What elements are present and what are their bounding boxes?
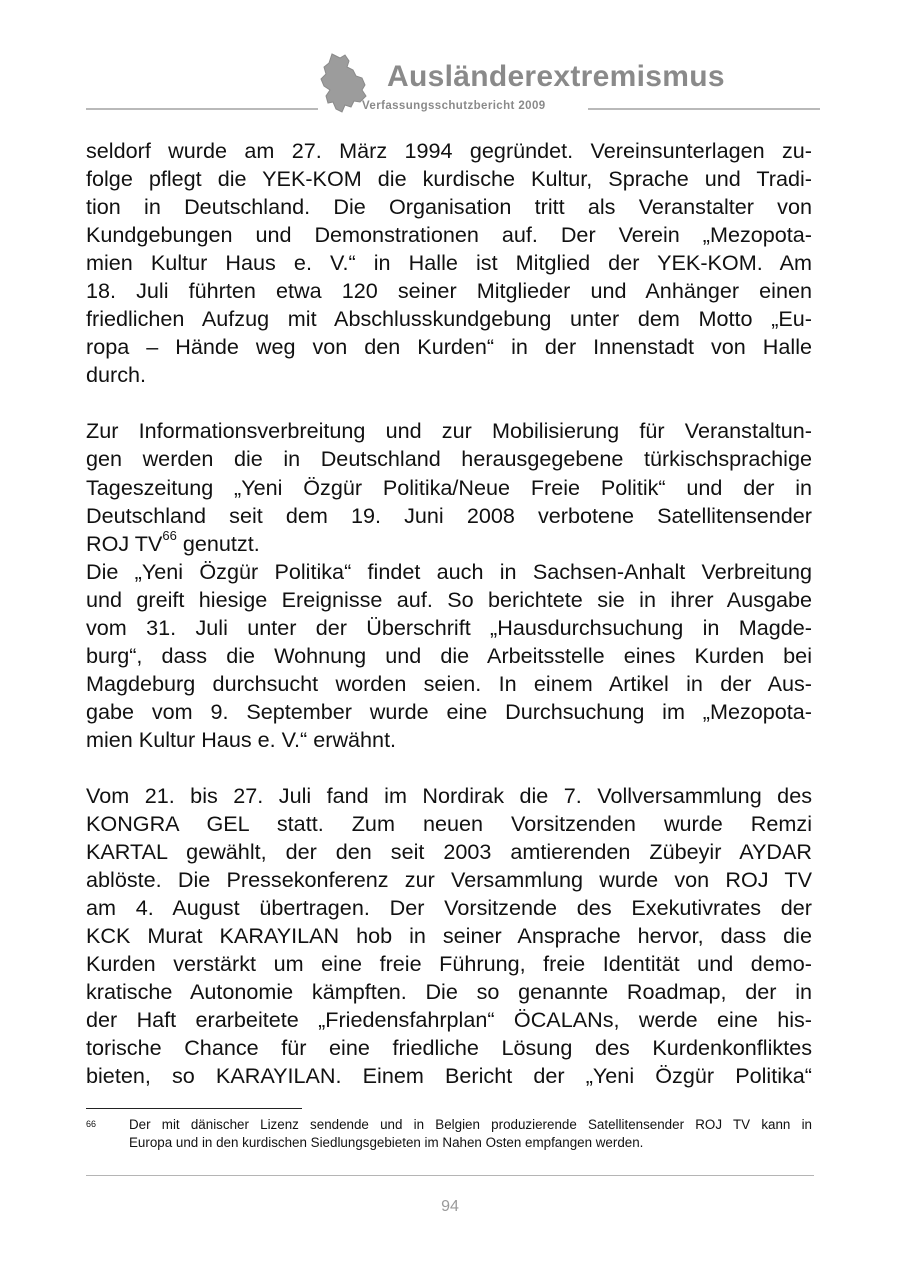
page-number: 94 — [441, 1198, 459, 1215]
text-line: gen werden die in Deutschland herausgegebene türkischsprachige — [86, 446, 812, 472]
text-line: Zur Informationsverbreitung und zur Mobilisierung für Veranstaltun- — [86, 418, 812, 444]
paragraph-2 — [86, 417, 812, 557]
text-line: KCK Murat KARAYILAN hob in seiner Ansprache hervor, dass die — [86, 923, 812, 949]
text-line: mien Kultur Haus e. V.“ in Halle ist Mitglied der YEK-KOM. Am — [86, 250, 812, 276]
footnote-line: Der mit dänischer Lizenz sendende und in Belgien produzierende Satellitensender ROJ TV kann in — [129, 1117, 812, 1132]
text-line: friedlichen Aufzug mit Abschlusskundgebung unter dem Motto „Eu- — [86, 306, 812, 332]
text-line: Tageszeitung „Yeni Özgür Politika/Neue Freie Politik“ und der in — [86, 474, 812, 500]
paragraph-4 — [86, 782, 812, 1091]
text-line: am 4. August übertragen. Der Vorsitzende des Exekutivrates der — [86, 895, 812, 921]
header-rule-left — [86, 108, 318, 110]
text-line: gabe vom 9. September wurde eine Durchsuchung im „Mezopota- — [86, 698, 812, 724]
text-line: mien Kultur Haus e. V.“ erwähnt. — [86, 726, 397, 752]
text-line: vom 31. Juli unter der Überschrift „Hausdurchsuchung in Magde- — [86, 614, 812, 640]
paragraph-3 — [86, 558, 812, 754]
paragraph-1 — [86, 137, 812, 389]
main-body-text — [86, 137, 812, 1091]
footnote-number: 66 — [86, 1119, 97, 1129]
footer-rule — [86, 1175, 814, 1176]
text-line: folge pflegt die YEK-KOM die kurdische Kultur, Sprache und Tradi- — [86, 166, 812, 192]
header-rule-right — [588, 108, 820, 110]
text-line: durch. — [86, 362, 147, 388]
text-line: der Haft erarbeitete „Friedensfahrplan“ ÖCALANs, werde eine his- — [86, 1007, 812, 1033]
text-line — [86, 530, 812, 558]
genutzt-text: genutzt. — [176, 530, 260, 556]
text-line: 18. Juli führten etwa 120 seiner Mitglieder und Anhänger einen — [86, 278, 812, 304]
page-header — [0, 0, 900, 125]
footnote-text — [129, 1116, 812, 1152]
text-line: Magdeburg durchsucht worden seien. In einem Artikel in der Aus- — [86, 670, 812, 696]
footnote-reference[interactable]: 66 — [162, 528, 177, 544]
footnote-line: Europa und in den kurdischen Siedlungsgebieten im Nahen Osten empfangen werden. — [129, 1135, 644, 1150]
text-line: ablöste. Die Pressekonferenz zur Versammlung wurde von ROJ TV — [86, 867, 812, 893]
text-line: Kurden verstärkt um eine freie Führung, freie Identität und demo- — [86, 951, 812, 977]
text-line: seldorf wurde am 27. März 1994 gegründet. Vereinsunterlagen zu- — [86, 138, 812, 163]
text-line: Die „Yeni Özgür Politika“ findet auch in Sachsen-Anhalt Verbreitung — [86, 558, 812, 584]
text-line: bieten, so KARAYILAN. Einem Bericht der „Yeni Özgür Politika“ — [86, 1063, 812, 1089]
text-line: KONGRA GEL statt. Zum neuen Vorsitzenden wurde Remzi — [86, 811, 812, 837]
text-line: torische Chance für eine friedliche Lösung des Kurdenkonfliktes — [86, 1035, 812, 1061]
roj-tv-text: ROJ TV — [86, 530, 163, 556]
text-line: KARTAL gewählt, der den seit 2003 amtierenden Zübeyir AYDAR — [86, 839, 812, 865]
text-line: und greift hiesige Ereignisse auf. So berichtete sie in ihrer Ausgabe — [86, 586, 812, 612]
header-title: Ausländerextremismus — [387, 60, 725, 93]
text-line: Kundgebungen und Demonstrationen auf. Der Verein „Mezopota- — [86, 222, 812, 248]
footnote — [86, 1116, 812, 1152]
header-subtitle: Verfassungsschutzbericht 2009 — [362, 100, 546, 112]
footnote-separator — [86, 1108, 302, 1109]
text-line: tion in Deutschland. Die Organisation tritt als Veranstalter von — [86, 194, 812, 220]
text-line: burg“, dass die Wohnung und die Arbeitsstelle eines Kurden bei — [86, 642, 812, 668]
text-line: Vom 21. bis 27. Juli fand im Nordirak die 7. Vollversammlung des — [86, 782, 812, 808]
text-line: kratische Autonomie kämpften. Die so genannte Roadmap, der in — [86, 979, 812, 1005]
text-line: ropa – Hände weg von den Kurden“ in der Innenstadt von Halle — [86, 334, 812, 360]
text-line: Deutschland seit dem 19. Juni 2008 verbotene Satellitensender — [86, 502, 812, 528]
